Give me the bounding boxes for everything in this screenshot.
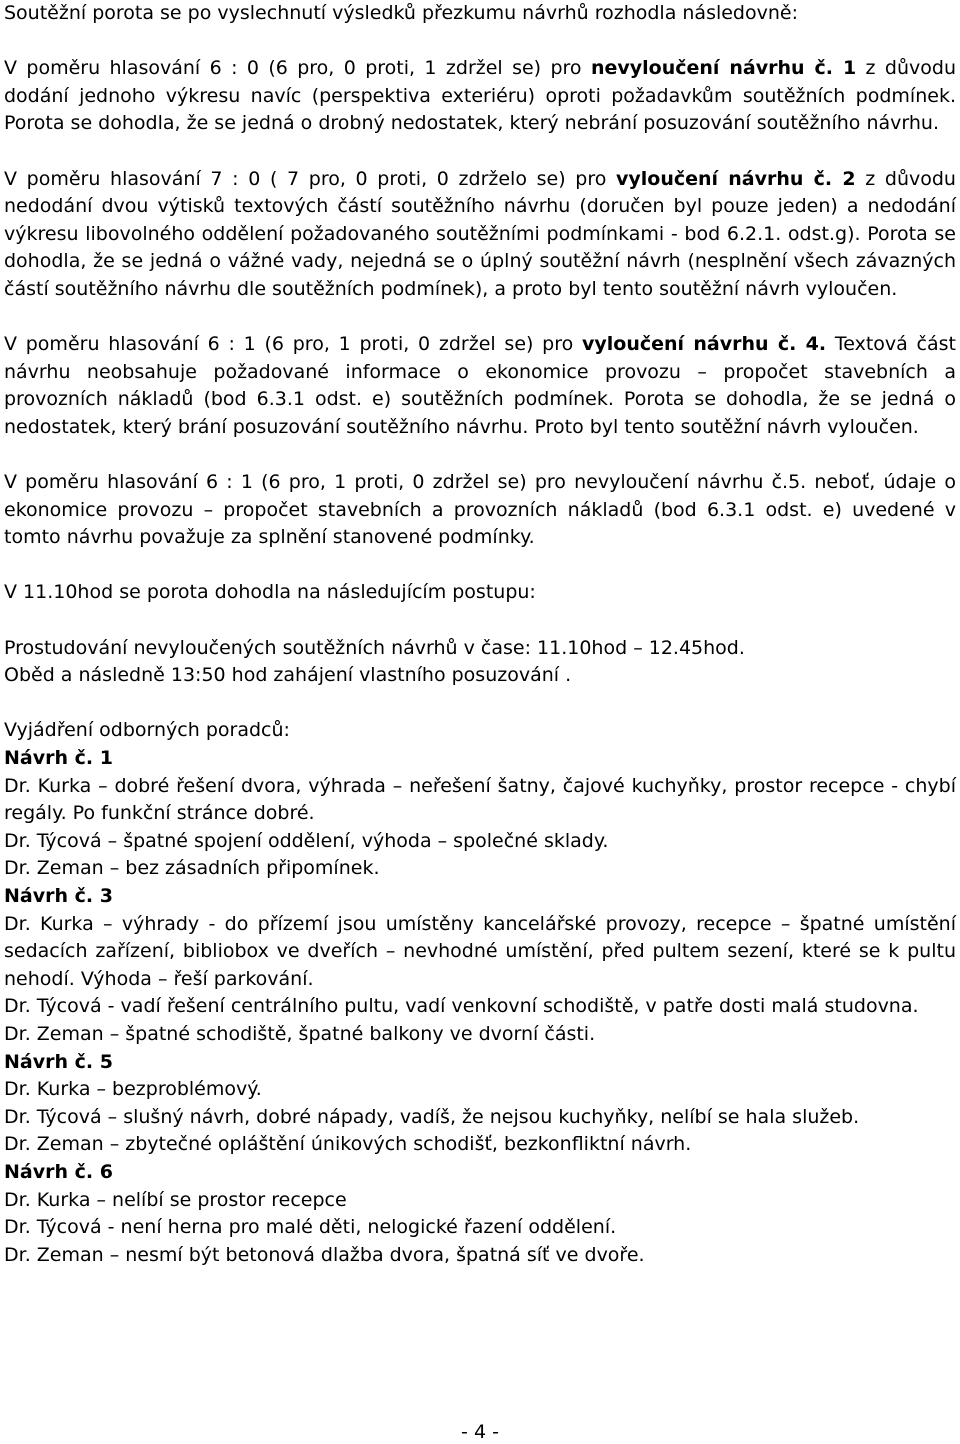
advisor-comment: Dr. Týcová - není herna pro malé děti, nelogické řazení oddělení. [4, 1216, 617, 1239]
proposal-heading: Návrh č. 6 [4, 1160, 113, 1183]
reason-text: z důvodu nedodání dvou výtisků textových částí soutěžního návrhu (doručen byl pouze jeden) a nedodání výkresu libovolného oddělení požadovaného soutěžními podmínkami - bod 6.2.1. odst.g). Porota se dohodla, že se jedná o vážné vady, nejedná se o úplný soutěžní návrh (nesplnění všech závazných částí soutěžního návrhu dle soutěžních podmínek), a proto byl tento soutěžní návrh vyloučen. [4, 167, 956, 300]
vote-paragraph-1 [4, 55, 956, 138]
proposal-heading: Návrh č. 1 [4, 747, 113, 770]
procedure-line: Oběd a následně 13:50 hod zahájení vlastního posuzování . [4, 664, 572, 687]
procedure-intro: V 11.10hod se porota dohodla na následujícím postupu: [4, 581, 536, 604]
vote-text: V poměru hlasování 6 : 0 (6 pro, 0 proti, 1 zdržel se) pro [4, 57, 591, 80]
proposal-section [4, 1159, 956, 1269]
procedure-line: Prostudování nevyloučených soutěžních návrhů v čase: 11.10hod – 12.45hod. [4, 636, 745, 659]
proposal-section [4, 1049, 956, 1159]
advisor-comment: Dr. Zeman – bez zásadních připomínek. [4, 857, 380, 880]
proposal-heading: Návrh č. 5 [4, 1050, 113, 1073]
document-page [4, 0, 956, 1269]
page-number: - 4 - [461, 1421, 499, 1443]
decision-text: vyloučení návrhu č. 4. [582, 333, 827, 356]
decision-text: nevyloučení návrhu č. 1 [590, 57, 857, 80]
proposal-heading: Návrh č. 3 [4, 885, 113, 907]
vote-text: V poměru hlasování 6 : 1 (6 pro, 1 proti, 0 zdržel se) pro [4, 333, 582, 356]
vote-paragraph-3 [4, 331, 956, 441]
decision-text: vyloučení návrhu č. 2 [616, 167, 856, 190]
advisor-comment: Dr. Týcová – slušný návrh, dobré nápady, vadíš, že nejsou kuchyňky, nelíbí se hala služeb. [4, 1105, 860, 1128]
advisor-comment: Dr. Týcová – špatné spojení oddělení, výhoda – společné sklady. [4, 829, 609, 852]
intro-paragraph: Soutěžní porota se po vyslechnutí výsledků přezkumu návrhů rozhodla následovně: [4, 2, 798, 24]
advisor-comment: Dr. Zeman – špatné schodiště, špatné balkony ve dvorní části. [4, 1022, 596, 1045]
reason-text: z důvodu dodání jednoho výkresu navíc (perspektiva exteriéru) oproti požadavkům soutěžních podmínek. Porota se dohodla, že se jedná o drobný nedostatek, který nebrání posuzování soutěžního návrhu. [4, 57, 956, 135]
vote-paragraph-2 [4, 166, 956, 304]
advisor-comment: Dr. Kurka – dobré řešení dvora, výhrada – neřešení šatny, čajové kuchyňky, prostor recepce - chybí regály. Po funkční stránce dobré. [4, 774, 956, 825]
advisor-comment: Dr. Týcová - vadí řešení centrálního pultu, vadí venkovní schodiště, v patře dosti malá studovna. [4, 995, 919, 1018]
advisor-comment: Dr. Kurka – nelíbí se prostor recepce [4, 1188, 347, 1211]
proposal-section [4, 745, 956, 883]
advisor-comment: Dr. Zeman – nesmí být betonová dlažba dvora, špatná síť ve dvoře. [4, 1243, 645, 1266]
proposal-section [4, 883, 956, 1049]
advisor-comment: Dr. Zeman – zbytečné opláštění únikových schodišť, bezkonfliktní návrh. [4, 1133, 692, 1156]
advisors-heading: Vyjádření odborných poradců: [4, 719, 290, 742]
reason-text: Textová část návrhu neobsahuje požadované informace o ekonomice provozu – propočet stavebních a provozních nákladů (bod 6.3.1 odst. e) soutěžních podmínek. Porota se dohodla, že se jedná o nedostatek, který brání posuzování soutěžního návrhu. Proto byl tento soutěžní návrh vyloučen. [4, 333, 956, 438]
vote-text: V poměru hlasování 7 : 0 ( 7 pro, 0 proti, 0 zdrželo se) pro [4, 167, 616, 190]
vote-paragraph-4: V poměru hlasování 6 : 1 (6 pro, 1 proti, 0 zdržel se) pro nevyloučení návrhu č.5. neboť, údaje o ekonomice provozu – propočet stavebních a provozních nákladů (bod 6.3.1 odst. e) uvedené v tomto návrhu považuje za splnění stanovené podmínky. [4, 471, 956, 549]
advisor-comment: Dr. Kurka – bezproblémový. [4, 1078, 262, 1101]
advisor-comment: Dr. Kurka – výhrady - do přízemí jsou umístěny kancelářské provozy, recepce – špatné umístění sedacích zařízení, bibliobox ve dveřích – nevhodné umístění, před pultem sezení, které se k pultu nehodí. Výhoda – řeší parkování. [4, 912, 956, 990]
